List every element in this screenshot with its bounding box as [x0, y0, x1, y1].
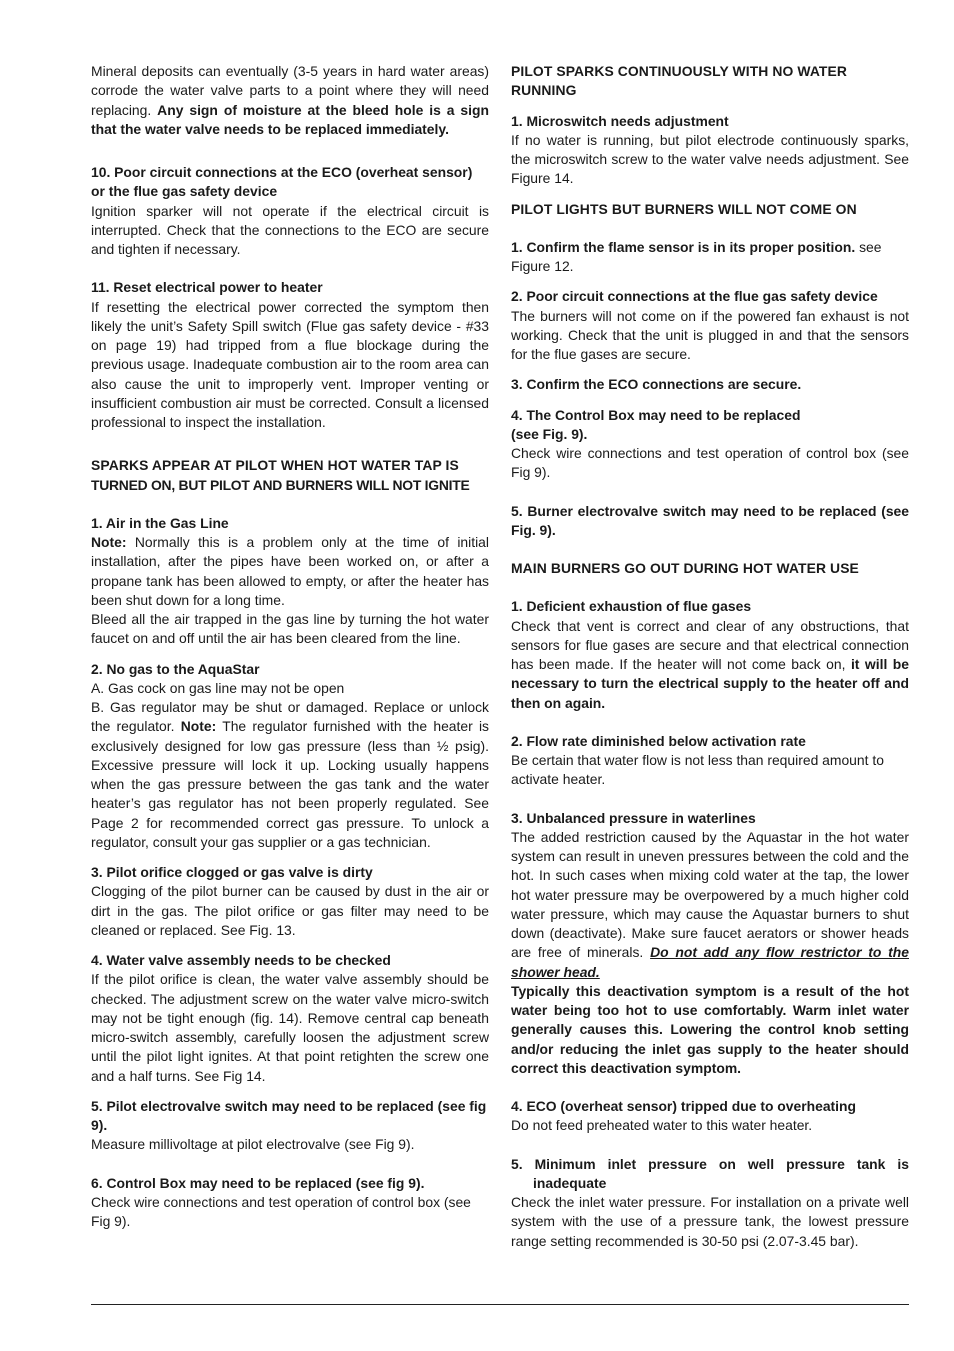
flue-gas-device-text: The burners will not come on if the powered fan exhaust is not working. Check that the unit is plugged in and that the sensors for the flue gases are secure. [511, 307, 909, 362]
main-burners-heading: MAIN BURNERS GO OUT DURING HOT WATER USE [511, 560, 859, 576]
flue-exhaustion-title: 1. Deficient exhaustion of flue gases [511, 598, 752, 615]
eco-overheat-text: Do not feed preheated water to this water heater. [511, 1117, 813, 1134]
no-gas-item-a: A. Gas cock on gas line may not be open [91, 679, 345, 696]
bleed-hole-warning: Any sign of moisture at the bleed hole is a sign that the water valve needs to be replaced immediately. [91, 101, 489, 137]
well-pressure-title: 5. Minimum inlet pressure on well pressure tank is inadequate [511, 1155, 909, 1191]
pilot-orifice-text: Clogging of the pilot burner can be caused by dust in the air or dirt in the gas. The pilot orifice or gas filter may need to be cleaned or replaced. See Fig. 13. [91, 883, 489, 938]
section-11-text: If resetting the electrical power corrected the symptom then likely the unit’s Safety Spill switch (Flue gas safety device - #33 on page 19) had tripped from a flue blockage during the previous usage. Inadequate combustion air to the room area can also cause the unit to improperly vent. Improper venting or insufficient combustion air must be corrected. Consult a licensed professional to inspect the installation. [91, 298, 489, 430]
control-box-title: 6. Control Box may need to be replaced (see fig 9). [91, 1174, 425, 1191]
control-box-replace-text: Check wire connections and test operation of control box (see Fig 9). [511, 445, 909, 481]
section-10-title: 10. Poor circuit connections at the ECO (overheat sensor) or the flue gas safety device [91, 164, 473, 200]
no-gas-item-b: B. Gas regulator may be shut or damaged. Replace or unlock the regulator. Note: The regulator furnished with the heater is exclusively designed for low gas pressure (less than ½ psig). Excessive pressure will lock it up. Locking usually happens when the gas pressure between the gas tank and the water heater’s gas regulator has not been properly regulated. See Page 2 for recommended correct gas pressure. To unlock a regulator, consult your gas supplier or a gas technician. [91, 699, 489, 850]
pilot-lights-heading: PILOT LIGHTS BUT BURNERS WILL NOT COME ON [511, 200, 857, 217]
water-valve-text: If the pilot orifice is clean, the water valve assembly should be checked. The adjustment screw on the water valve micro-switch may not be tight enough (fig. 14). Remove central cap beneath micro-switch assembly, carefully loosen the adjustment screw until the pilot light ignites. At that point retighten the screw one and a half turns. See Fig 14. [91, 971, 489, 1084]
left-column [91, 62, 489, 1231]
flue-exhaustion-text: Check that vent is correct and clear of any obstructions, that sensors for flue gases are secure and that electrical connection has been made. If the heater will not come back on, it will be necessary to turn the electrical supply to the heater off and then on again. [511, 617, 910, 711]
deactivation-symptom-text: Typically this deactivation symptom is a result of the hot water being too hot to use comfortably. Warm inlet water generally causes this. Lowering the control knob setting and/or reducing the inlet gas supply to the heater should correct this deactivation symptom. [511, 982, 909, 1076]
pilot-orifice-title: 3. Pilot orifice clogged or gas valve is dirty [91, 864, 373, 880]
right-column [511, 62, 909, 1251]
section-10-text: Ignition sparker will not operate if the electrical circuit is interrupted. Check that the connections to the ECO are secure and tighten if necessary. [91, 202, 489, 257]
burner-electrovalve-title: 5. Burner electrovalve switch may need to be replaced (see Fig. 9). [511, 502, 909, 538]
unbalanced-pressure-text: The added restriction caused by the Aquastar in the hot water system can result in uneven pressures between the cold and the hot. In such cases when mixing cold water at the tap, the lower hot water pressure may be overpowered by a much higher cold water pressure, which may cause the Aquastar burners to shut down (deactivate). Make sure faucet aerators or shower heads are free of minerals. Do not add any flow restrictor to the shower head. [511, 828, 909, 980]
water-valve-title: 4. Water valve assembly needs to be checked [91, 952, 391, 968]
microswitch-title: 1. Microswitch needs adjustment [511, 112, 729, 129]
flue-gas-device-title: 2. Poor circuit connections at the flue gas safety device [511, 288, 878, 305]
air-gas-line-title: 1. Air in the Gas Line [91, 514, 229, 531]
air-gas-line-note: Note: Normally this is a problem only at the time of initial installation, after the pipes have been worked on, or after a propane tank has been allowed to empty, or after the heater has been shut down for a long time. [91, 534, 489, 608]
no-gas-title: 2. No gas to the AquaStar [91, 660, 260, 677]
eco-overheat-title: 4. ECO (overheat sensor) tripped due to overheating [511, 1098, 857, 1114]
flow-rate-title: 2. Flow rate diminished below activation rate [511, 732, 806, 749]
footer-rule [91, 1304, 909, 1305]
sparks-heading-line2: TURNED ON, BUT PILOT AND BURNERS WILL NOT IGNITE [91, 476, 470, 493]
well-pressure-text: Check the inlet water pressure. For installation on a private well system with the use of a pressure tank, the lowest pressure range setting recommended is 30-50 psi (2.07-3.45 bar). [511, 1194, 909, 1249]
mineral-deposits-paragraph: Mineral deposits can eventually (3-5 years in hard water areas) corrode the water valve parts to a point where they will need replacing. Any sign of moisture at the bleed hole is a sign that the water valve needs to be replaced immediately. [91, 63, 489, 137]
control-box-replace-title: 4. The Control Box may need to be replaced [511, 406, 801, 423]
unbalanced-pressure-title: 3. Unbalanced pressure in waterlines [511, 809, 756, 826]
section-11-title: 11. Reset electrical power to heater [91, 279, 323, 296]
microswitch-text: If no water is running, but pilot electrode continuously sparks, the microswitch screw to the water valve needs adjustment. See Figure 14. [511, 131, 909, 187]
pilot-electrovalve-text: Measure millivoltage at pilot electrovalve (see Fig 9). [91, 1136, 415, 1153]
flame-sensor-item: 1. Confirm the flame sensor is in its proper position. see Figure 12. [511, 238, 882, 274]
pilot-electrovalve-title: 5. Pilot electrovalve switch may need to be replaced (see fig 9). [91, 1097, 487, 1133]
control-box-text: Check wire connections and test operation of control box (see Fig 9). [91, 1193, 471, 1229]
pilot-sparks-heading: PILOT SPARKS CONTINUOUSLY WITH NO WATER RUNNING [511, 63, 847, 99]
air-gas-line-bleed: Bleed all the air trapped in the gas line by turning the hot water faucet on and off until the air has been cleared from the line. [91, 611, 489, 647]
flow-rate-text: Be certain that water flow is not less than required amount to activate heater. [511, 752, 884, 788]
sparks-heading-line1: SPARKS APPEAR AT PILOT WHEN HOT WATER TAP IS [91, 457, 459, 474]
flow-restrictor-warning: Do not add any flow restrictor to the shower head. [511, 944, 909, 980]
eco-connections-title: 3. Confirm the ECO connections are secure. [511, 376, 802, 393]
control-box-replace-fig: (see Fig. 9). [511, 425, 588, 442]
